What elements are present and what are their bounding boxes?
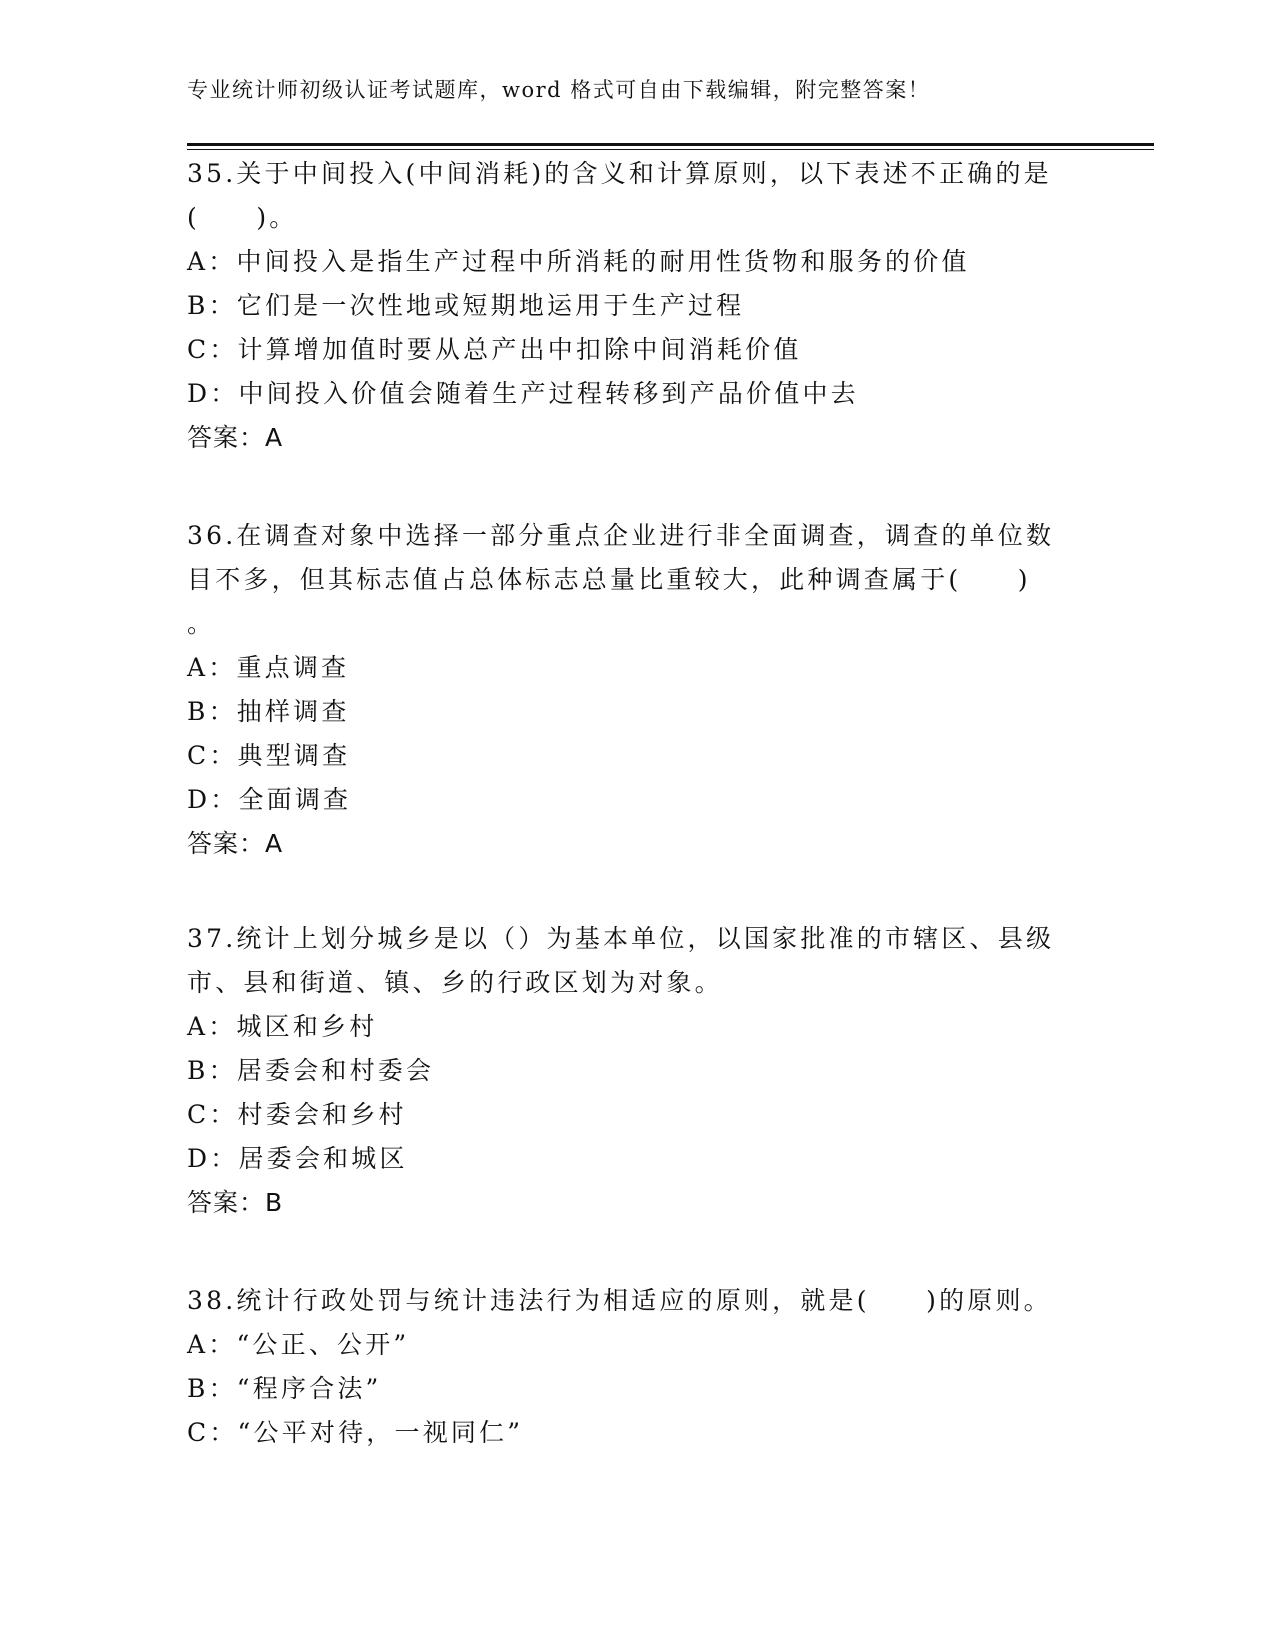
question-35-option-d: D：中间投入价值会随着生产过程转移到产品价值中去 <box>187 379 859 408</box>
question-38-option-c: C：“公平对待，一视同仁” <box>187 1418 524 1447</box>
header-rule-thin <box>187 149 1154 150</box>
question-38-option-a: A：“公正、公开” <box>187 1330 410 1359</box>
question-35-option-c: C：计算增加值时要从总产出中扣除中间消耗价值 <box>187 335 802 364</box>
question-38-stem-line-1: 38.统计行政处罚与统计违法行为相适应的原则，就是( )的原则。 <box>187 1286 1052 1315</box>
question-36-stem-line-3: 。 <box>187 609 216 638</box>
question-36-stem-line-2: 目不多，但其标志值占总体标志总量比重较大，此种调查属于( ) <box>187 565 1031 594</box>
header-rule-thick <box>187 143 1154 146</box>
question-37-option-d: D：居委会和城区 <box>187 1144 408 1173</box>
question-36-stem-line-1: 36.在调查对象中选择一部分重点企业进行非全面调查，调查的单位数 <box>187 521 1055 550</box>
question-38-option-b: B：“程序合法” <box>187 1374 382 1403</box>
question-35-stem-line-1: 35.关于中间投入(中间消耗)的含义和计算原则，以下表述不正确的是 <box>187 159 1052 188</box>
question-35-option-a: A：中间投入是指生产过程中所消耗的耐用性货物和服务的价值 <box>187 247 970 276</box>
question-37-option-b: B：居委会和村委会 <box>187 1056 435 1085</box>
question-36-option-b: B：抽样调查 <box>187 697 350 726</box>
question-36-option-c: C：典型调查 <box>187 741 351 770</box>
question-37-stem-line-2: 市、县和街道、镇、乡的行政区划为对象。 <box>187 968 723 997</box>
question-36-answer: 答案：A <box>187 829 284 858</box>
question-37-answer: 答案：B <box>187 1188 284 1217</box>
question-37-option-a: A：城区和乡村 <box>187 1012 378 1041</box>
question-36-option-a: A：重点调查 <box>187 653 350 682</box>
question-37-option-c: C：村委会和乡村 <box>187 1100 407 1129</box>
question-35-stem-line-2: ( )。 <box>187 203 298 232</box>
question-36-option-d: D：全面调查 <box>187 785 352 814</box>
question-37-stem-line-1: 37.统计上划分城乡是以（）为基本单位，以国家批准的市辖区、县级 <box>187 924 1055 953</box>
page-header: 专业统计师初级认证考试题库，word 格式可自由下载编辑，附完整答案！ <box>187 78 931 102</box>
question-35-option-b: B：它们是一次性地或短期地运用于生产过程 <box>187 291 745 320</box>
question-35-answer: 答案：A <box>187 423 284 452</box>
